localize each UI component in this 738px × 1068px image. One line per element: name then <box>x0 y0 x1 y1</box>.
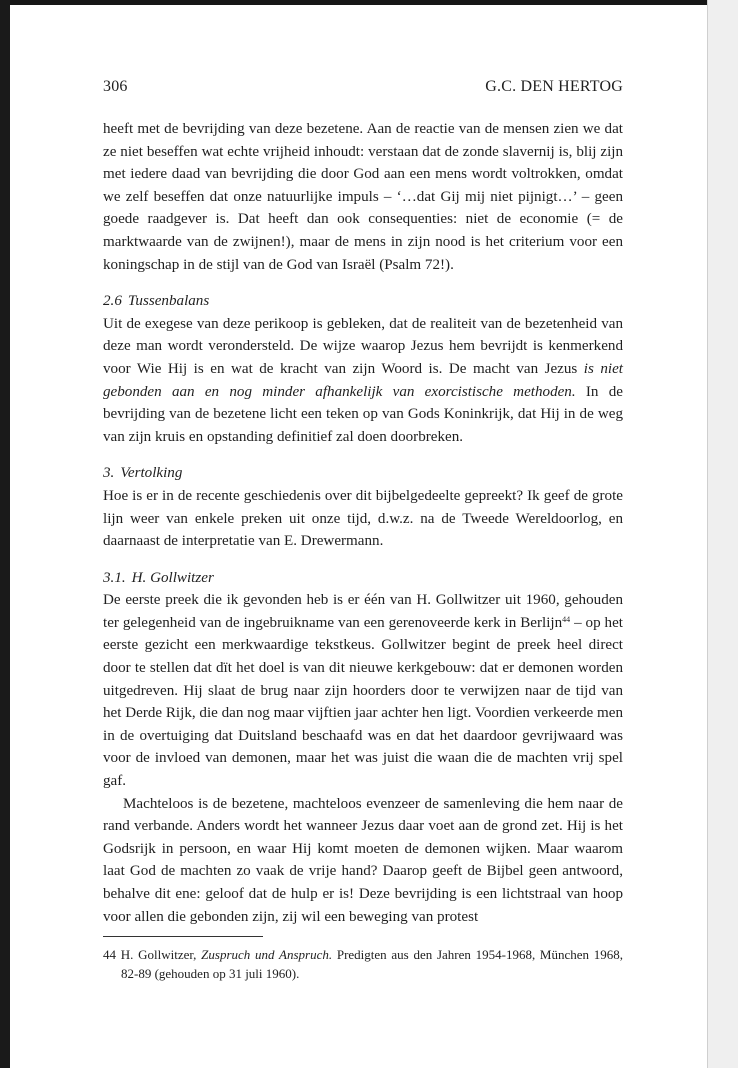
section-number: 3. <box>103 465 115 482</box>
section-heading-2-6 <box>103 290 623 313</box>
section-heading-3 <box>103 462 623 485</box>
text-run: In de bevrijding van de bezetene licht een teken op van Gods Koninkrijk, dat Hij in de weg van zijn kruis en opstanding definitief zal doen doorbreken. <box>103 383 623 445</box>
footnote-title: Zuspruch und Anspruch. <box>201 947 333 963</box>
section-title: Tussenbalans <box>127 293 210 310</box>
paragraph-tussenbalans <box>103 313 623 449</box>
scan-border-right <box>708 0 738 1068</box>
scan-border-top <box>0 0 738 5</box>
book-page <box>103 78 623 983</box>
running-author: G.C. DEN HERTOG <box>485 78 623 95</box>
paragraph-gollwitzer <box>103 589 623 792</box>
text-run: De eerste preek die ik gevonden heb is er één van H. Gollwitzer uit 1960, gehouden ter gelegenheid van de ingebruikname van een gerenoveerde kerk in Berlijn <box>103 592 623 631</box>
paragraph-vertolking: Hoe is er in de recente geschiedenis over dit bijbelgedeelte gepreekt? Ik geef de grote lijn weer van enkele preken uit onze tijd, d.w.z. na de Tweede Wereldoorlog, en daarnaast de interpretatie van E. Drewermann. <box>103 487 623 550</box>
text-run: – op het eerste gezicht een merkwaardige tekstkeus. Gollwitzer begint de preek heel direct door te stellen dat dït het doel is van dit nieuwe kerkgebouw: dat er demonen worden uitgedreven. Hij slaat de brug naar zijn hoorders door te verwijzen naar de tijd van het Derde Rijk, die dan nog maar vijftien jaar achter hen ligt. Voordien verkeerde men in de overtuiging dat Duitsland beschaafd was en dat het daardoor gevrijwaard was voor de invloed van demonen, maar het was juist die waan die de machten vrij spel gaf. <box>103 614 623 790</box>
section-heading-3-1 <box>103 567 623 590</box>
text-run: Uit de exegese van deze perikoop is gebleken, dat de realiteit van de bezetenheid van deze man wordt verondersteld. De wijze waarop Jezus hem bevrijdt is kenmerkend voor Wie Hij is en wat de kracht van zijn Woord is. De macht van Jezus <box>103 315 623 377</box>
footnote-author: H. Gollwitzer, <box>120 947 197 963</box>
page-number: 306 <box>103 78 128 95</box>
footnote-separator <box>103 936 263 937</box>
footnote-number: 44 <box>103 947 116 963</box>
footnote-reference[interactable]: 44 <box>562 614 571 624</box>
section-title: H. Gollwitzer <box>131 569 214 586</box>
paragraph-intro: heeft met de bevrijding van deze bezetene. Aan de reactie van de mensen zien we dat ze niet beseffen wat echte vrijheid inhoudt: verstaan dat de zonde slavernij is, blij zijn met iedere daad van bevrijding die door God aan een mens wordt voltrokken, omdat we zelf beseffen dat onze natuurlijke impuls – ‘…dat Gij mij niet pijnigt…’ – geen goede raadgever is. Dat heeft dan ook consequenties: niet de economie (= de marktwaarde van de zwijnen!), maar de mens in zijn nood is het criterium voor een koningschap in de stijl van de God van Israël (Psalm 72!). <box>103 121 623 273</box>
section-number: 3.1. <box>103 569 126 586</box>
scan-border-left <box>0 0 10 1068</box>
footnote-44 <box>103 945 623 983</box>
running-header <box>103 78 623 96</box>
emphasis-run: is niet gebonden aan en nog minder afhankelijk van exorcistische methoden. <box>103 360 623 400</box>
paragraph-machteloos: Machteloos is de bezetene, machteloos evenzeer de samenleving die hem naar de rand verbande. Anders wordt het wanneer Jezus daar voet aan de grond zet. Hij is het Godsrijk in persoon, en waar Hij komt moeten de demonen wijken. Maar waarom laat God de machten zo vaak de vrije hand? Daarop geeft de Bijbel geen antwoord, behalve dit ene: geloof dat de hulp er is! Deze bevrijding is een lichtstraal van hoop voor allen die gebonden zijn, zij wil een beweging van protest <box>103 795 623 925</box>
footnote-details: Predigten aus den Jahren 1954-1968, München 1968, 82-89 (gehouden op 31 juli 1960). <box>121 947 624 982</box>
section-number: 2.6 <box>103 293 122 310</box>
section-title: Vertolking <box>120 465 183 482</box>
